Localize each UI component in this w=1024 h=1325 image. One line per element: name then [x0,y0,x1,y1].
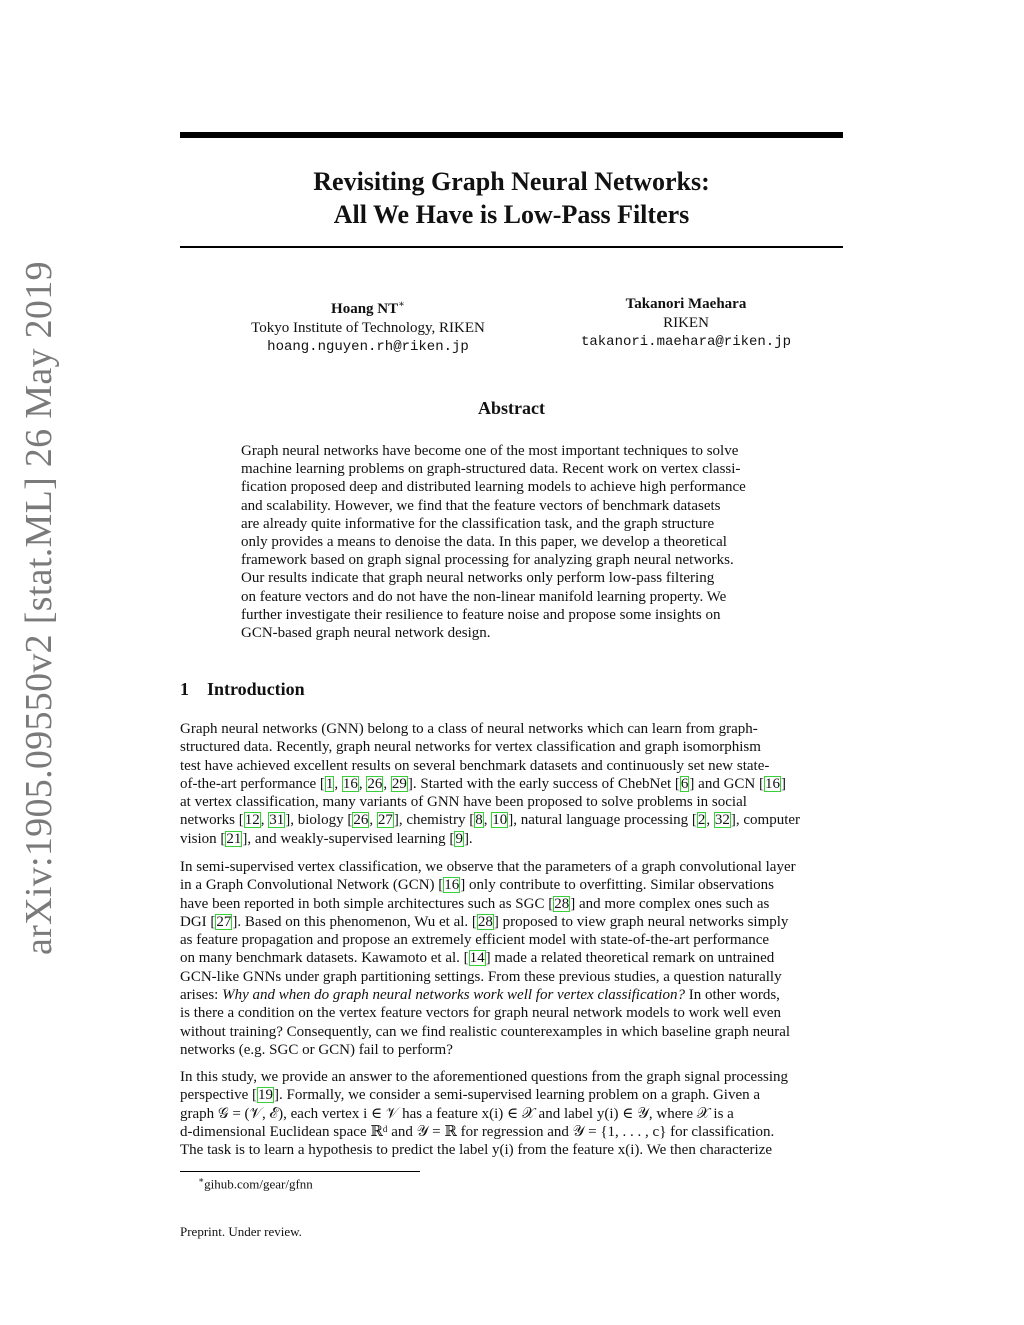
text-line: on many benchmark datasets. Kawamoto et al. [14] made a related theoretical remark on untrained [180,950,775,967]
citation-link[interactable]: 26 [367,775,383,792]
citation-link[interactable]: 9 [455,830,463,847]
research-question: Why and when do graph neural networks work well for vertex classification? [222,987,685,1004]
text-line: of-the-art performance [1, 16, 26, 29]. Started with the early success of ChebNet [6] and GCN [16] [180,775,786,792]
citation-link[interactable]: 1 [325,775,334,792]
citation-link[interactable]: 29 [391,775,407,792]
citation-link[interactable]: 6 [680,775,689,792]
text-line: have been reported in both simple architectures such as SGC [28] and more complex ones such as [180,895,770,912]
intro-paragraph-2 [180,858,843,1059]
abstract-line: are already quite informative for the classification task, and the graph structure [241,515,715,532]
citation-link[interactable]: 8 [475,812,483,829]
citation-link[interactable]: 16 [342,775,358,792]
title-rule-top [180,132,843,138]
text-line: is there a condition on the vertex feature vectors for graph neural network models to work well even [180,1005,782,1022]
citation-link[interactable]: 28 [477,913,493,930]
text-line: perspective [19]. Formally, we consider a semi-supervised learning problem on a graph. Given a [180,1087,761,1104]
author-name: Takanori Maehara [625,296,747,312]
author-affiliation: Tokyo Institute of Technology, RIKEN [251,320,485,336]
text-line: graph 𝒢 = (𝒱, ℰ), each vertex i ∈ 𝒱 has a feature x(i) ∈ 𝒳 and label y(i) ∈ 𝒴, where 𝒳 is a [180,1105,734,1122]
author-block-2 [556,295,816,352]
text-line: GCN-like GNNs under graph partitioning settings. From these previous studies, a question naturally [180,968,782,985]
citation-link[interactable]: 12 [244,812,260,829]
author-block-1 [218,295,518,357]
text-line: at vertex classification, many variants of GNN have been proposed to solve problems in social [180,794,747,811]
text-line: without training? Consequently, can we find realistic counterexamples in which baseline graph neural [180,1023,791,1040]
citation-link[interactable]: 21 [226,830,242,847]
footnote-mark: ∗ [198,1175,205,1185]
text-line: test have achieved excellent results on several benchmark datasets and continuously set new state- [180,757,770,774]
text-line: The task is to learn a hypothesis to predict the label y(i) from the feature x(i). We then characterize [180,1142,773,1159]
footnote-mark: ∗ [398,299,405,310]
text-line: d-dimensional Euclidean space ℝᵈ and 𝒴 = ℝ for regression and 𝒴 = {1, . . . , c} for classification. [180,1123,775,1140]
intro-paragraph-3 [180,1068,843,1159]
text-line: as feature propagation and propose an extremely efficient model with state-of-the-art performance [180,932,770,949]
text-line: vision [21], and weakly-supervised learning [9]. [180,830,473,847]
author-affiliation: RIKEN [663,315,709,331]
text-line: networks [12, 31], biology [26, 27], chemistry [8, 10], natural language processing [2, 32], computer [180,812,801,829]
title-line-2: All We Have is Low-Pass Filters [333,200,690,229]
abstract-line: fication proposed deep and distributed learning models to achieve high performance [241,479,746,496]
abstract-line: further investigate their resilience to feature noise and propose some insights on [241,606,721,623]
abstract-line: framework based on graph signal processing for analyzing graph neural networks. [241,552,734,569]
section-title: Introduction [207,679,305,699]
abstract-body [241,442,783,642]
text-line: structured data. Recently, graph neural networks for vertex classification and graph isomorphism [180,739,761,756]
section-heading-introduction [180,679,305,700]
abstract-line: and scalability. However, we find that the feature vectors of benchmark datasets [241,497,721,514]
footnote-rule [180,1171,420,1172]
abstract-line: machine learning problems on graph-structured data. Recent work on vertex classi- [241,461,741,478]
citation-link[interactable]: 27 [377,812,393,829]
title-line-1: Revisiting Graph Neural Networks: [313,167,710,196]
citation-link[interactable]: 28 [554,895,570,912]
citation-link[interactable]: 27 [216,913,232,930]
text-line: arises: Why and when do graph neural networks work well for vertex classification? In other words, [180,987,780,1004]
author-email[interactable]: hoang.nguyen.rh@riken.jp [267,339,469,355]
text-line: In semi-supervised vertex classification, we observe that the parameters of a graph convolutional layer [180,859,796,875]
citation-link[interactable]: 26 [353,812,369,829]
abstract-line: on feature vectors and do not have the non-linear manifold learning property. We [241,588,727,605]
arxiv-identifier: arXiv:1905.09550v2 [stat.ML] 26 May 2019 [18,261,60,955]
abstract-heading: Abstract [478,398,545,418]
citation-link[interactable]: 19 [258,1087,274,1104]
text-line: Graph neural networks (GNN) belong to a class of neural networks which can learn from graph- [180,721,758,737]
preprint-notice: Preprint. Under review. [180,1224,302,1239]
abstract-line: Graph neural networks have become one of the most important techniques to solve [241,443,739,459]
footnote-text: gihub.com/gear/gfnn [204,1176,313,1192]
text-line: networks (e.g. SGC or GCN) fail to perform? [180,1041,453,1058]
title-rule-bottom [180,246,843,248]
citation-link[interactable]: 31 [269,812,285,829]
citation-link[interactable]: 10 [492,812,508,829]
citation-link[interactable]: 16 [444,877,460,894]
intro-paragraph-1 [180,720,843,848]
paper-title [180,165,843,231]
abstract-line: only provides a means to denoise the data. In this paper, we develop a theoretical [241,534,727,551]
author-name: Hoang NT [331,301,399,317]
text-line: In this study, we provide an answer to the aforementioned questions from the graph signal processing [180,1069,789,1085]
citation-link[interactable]: 32 [714,812,730,829]
footnote [198,1175,313,1192]
abstract-line: Our results indicate that graph neural networks only perform low-pass filtering [241,570,715,587]
author-email[interactable]: takanori.maehara@riken.jp [580,334,792,350]
text-line: DGI [27]. Based on this phenomenon, Wu et al. [28] proposed to view graph neural networks simply [180,913,789,930]
citation-link[interactable]: 14 [469,950,485,967]
section-number: 1 [180,679,189,699]
abstract-line: GCN-based graph neural network design. [241,625,491,642]
citation-link[interactable]: 2 [697,812,706,829]
text-line: in a Graph Convolutional Network (GCN) [16] only contribute to overfitting. Similar observations [180,877,774,894]
citation-link[interactable]: 16 [765,775,780,792]
